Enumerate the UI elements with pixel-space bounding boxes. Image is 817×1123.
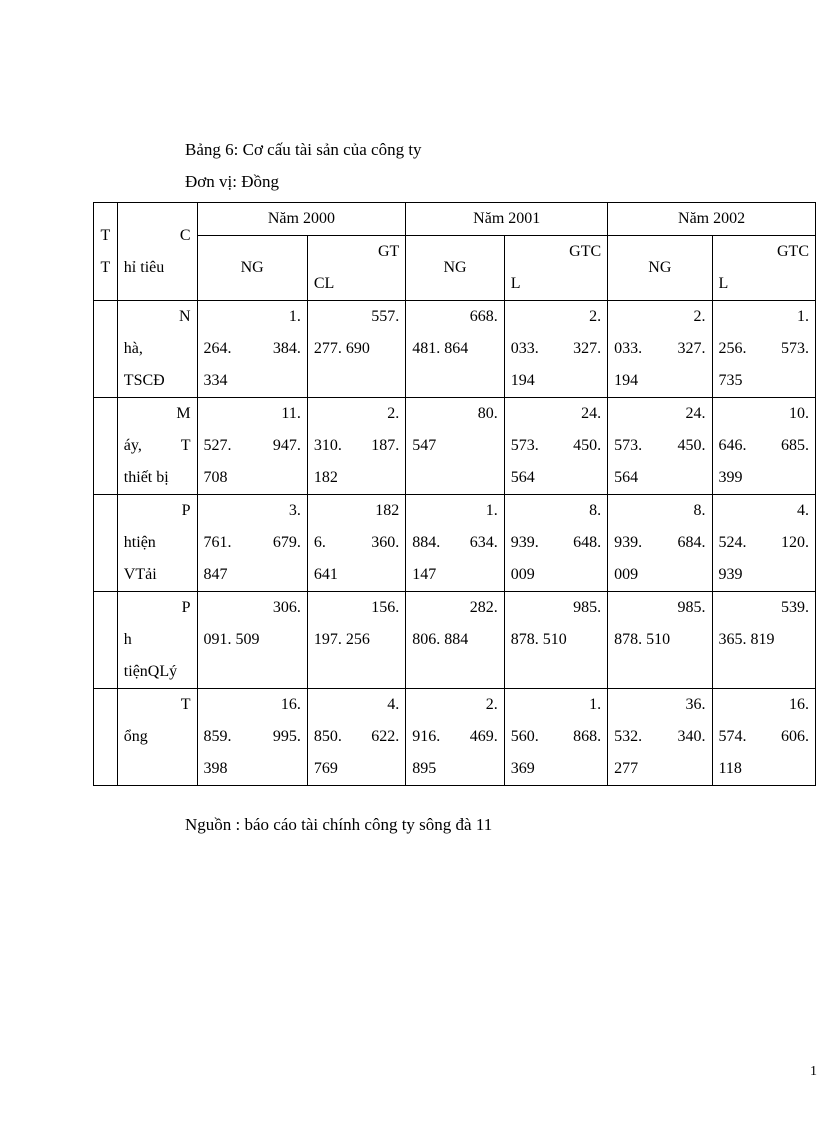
row-label: [117, 495, 197, 592]
cell-ng-2002: [608, 592, 712, 689]
cell-ng-2000: [197, 301, 307, 398]
row-label-line: TSCĐ: [123, 372, 165, 389]
header-2002-gtcl-line2: L: [718, 275, 729, 292]
cell-line: [719, 430, 809, 462]
cell-part: 360.: [371, 534, 400, 551]
cell-gtcl-2002: [712, 301, 815, 398]
cell-part: 859.: [203, 728, 232, 745]
cell-line: 306.: [272, 599, 301, 616]
cell-gtcl-2000: [307, 495, 405, 592]
cell-part: 450.: [573, 437, 602, 454]
header-row-years: [94, 203, 816, 236]
header-2002-gtcl: [712, 236, 815, 301]
cell-gtcl-2000: [307, 689, 405, 786]
row-label-line: hà,: [123, 340, 143, 357]
cell-line: 194: [614, 372, 639, 389]
table-caption: Bảng 6: Cơ cấu tài sản của công ty: [185, 140, 422, 159]
cell-ng-2002: [608, 495, 712, 592]
cell-gtcl-2001: [504, 398, 607, 495]
cell-gtcl-2000: [307, 398, 405, 495]
cell-gtcl-2001: [504, 495, 607, 592]
header-2002-gtcl-line1: GTC: [777, 243, 809, 260]
header-2000-gtcl: [307, 236, 405, 301]
cell-part: 340.: [677, 728, 706, 745]
cell-gtcl-2002: [712, 689, 815, 786]
cell-line: 334: [203, 372, 228, 389]
cell-line: 277: [614, 760, 639, 777]
cell-part: 761.: [203, 534, 232, 551]
header-2001-ng: NG: [406, 236, 504, 301]
cell-ng-2001: [406, 495, 504, 592]
row-label-part: áy,: [123, 437, 142, 454]
header-row-sub: [94, 236, 816, 301]
cell-line: 182: [375, 502, 400, 519]
cell-part: 033.: [614, 340, 643, 357]
cell-line: 939: [718, 566, 743, 583]
cell-line: [204, 721, 301, 753]
table-row: [94, 398, 816, 495]
cell-part: 527.: [203, 437, 232, 454]
cell-line: 8.: [693, 502, 706, 519]
cell-line: 2.: [387, 405, 400, 422]
header-2002-ng: NG: [608, 236, 712, 301]
row-label-line: T: [180, 696, 191, 713]
cell-line: 668.: [469, 308, 498, 325]
cell-line: [511, 721, 601, 753]
cell-line: [614, 721, 705, 753]
cell-gtcl-2002: [712, 592, 815, 689]
row-label-line: P: [181, 502, 191, 519]
cell-part: 264.: [203, 340, 232, 357]
row-label-part: T: [180, 437, 191, 454]
header-tt: [94, 203, 118, 301]
cell-part: 187.: [371, 437, 400, 454]
cell-line: 8.: [589, 502, 602, 519]
cell-line: 282.: [469, 599, 498, 616]
cell-part: 120.: [781, 534, 809, 551]
cell-part: 868.: [573, 728, 602, 745]
cell-part: 850.: [313, 728, 342, 745]
cell-gtcl-2002: [712, 495, 815, 592]
header-2001-gtcl-line2: L: [510, 275, 521, 292]
cell-line: 009: [614, 566, 639, 583]
cell-line: [614, 430, 705, 462]
row-tt: [94, 495, 118, 592]
cell-line: 277. 690: [313, 340, 370, 357]
cell-line: 091. 509: [203, 631, 260, 648]
cell-part: 995.: [272, 728, 301, 745]
cell-part: 574.: [718, 728, 747, 745]
row-label: [117, 301, 197, 398]
cell-line: 3.: [288, 502, 301, 519]
row-label-line: [124, 430, 191, 462]
table-row: [94, 592, 816, 689]
cell-line: 1.: [485, 502, 498, 519]
row-label-line: N: [178, 308, 191, 325]
cell-ng-2000: [197, 689, 307, 786]
header-2000-gtcl-line2: CL: [313, 275, 335, 292]
cell-part: 648.: [573, 534, 602, 551]
cell-line: [204, 527, 301, 559]
cell-line: 156.: [371, 599, 400, 616]
cell-part: 469.: [469, 728, 498, 745]
cell-line: 194: [510, 372, 535, 389]
cell-part: 310.: [313, 437, 342, 454]
cell-line: 735: [718, 372, 743, 389]
cell-ng-2002: [608, 689, 712, 786]
cell-part: 646.: [718, 437, 747, 454]
cell-part: 939.: [510, 534, 539, 551]
cell-gtcl-2002: [712, 398, 815, 495]
header-year-2001: Năm 2001: [406, 203, 608, 236]
cell-part: 684.: [677, 534, 706, 551]
row-label: [117, 398, 197, 495]
cell-ng-2001: [406, 398, 504, 495]
cell-line: 80.: [477, 405, 498, 422]
cell-line: [719, 721, 809, 753]
cell-line: 147: [412, 566, 437, 583]
header-tt-line1: T: [100, 226, 111, 244]
cell-part: 634.: [469, 534, 498, 551]
cell-ng-2002: [608, 398, 712, 495]
cell-part: 384.: [272, 340, 301, 357]
cell-part: 532.: [614, 728, 643, 745]
cell-line: 369: [510, 760, 535, 777]
cell-line: 11.: [281, 405, 301, 422]
cell-line: [412, 721, 497, 753]
cell-line: 847: [203, 566, 228, 583]
cell-part: 327.: [573, 340, 602, 357]
source-note: Nguồn : báo cáo tài chính công ty sông đà 11: [185, 815, 493, 834]
cell-line: 1.: [589, 696, 602, 713]
cell-line: 2.: [485, 696, 498, 713]
cell-line: 564: [510, 469, 535, 486]
cell-line: 2.: [589, 308, 602, 325]
cell-line: 399: [718, 469, 743, 486]
cell-ng-2001: [406, 592, 504, 689]
cell-line: 557.: [371, 308, 400, 325]
row-label: [117, 689, 197, 786]
cell-line: 365. 819: [718, 631, 775, 648]
cell-line: 895: [412, 760, 437, 777]
header-chitieu: [117, 203, 197, 301]
cell-part: 450.: [677, 437, 706, 454]
header-tt-line2: T: [100, 258, 111, 276]
row-label-line: M: [176, 405, 191, 422]
cell-line: 009: [510, 566, 535, 583]
cell-part: 685.: [781, 437, 809, 454]
row-tt: [94, 301, 118, 398]
cell-line: 878. 510: [614, 631, 671, 648]
cell-line: 16.: [789, 696, 809, 713]
cell-line: 985.: [573, 599, 602, 616]
cell-line: [614, 333, 705, 365]
cell-gtcl-2001: [504, 689, 607, 786]
cell-part: 524.: [718, 534, 747, 551]
row-label-line: htiện: [123, 534, 156, 551]
cell-line: 481. 864: [412, 340, 469, 357]
cell-part: 6.: [313, 534, 326, 551]
cell-line: 10.: [789, 405, 809, 422]
cell-line: [314, 527, 399, 559]
cell-part: 947.: [272, 437, 301, 454]
row-label-line: thiết bị: [123, 469, 169, 486]
cell-part: 939.: [614, 534, 643, 551]
cell-part: 622.: [371, 728, 400, 745]
header-2000-ng: NG: [197, 236, 307, 301]
cell-part: 573.: [510, 437, 539, 454]
cell-gtcl-2000: [307, 301, 405, 398]
cell-part: 327.: [677, 340, 706, 357]
row-tt: [94, 398, 118, 495]
cell-ng-2002: [608, 301, 712, 398]
row-tt: [94, 592, 118, 689]
cell-line: 641: [313, 566, 338, 583]
cell-line: [719, 333, 809, 365]
cell-line: 197. 256: [313, 631, 370, 648]
cell-line: 4.: [797, 502, 809, 519]
cell-line: [412, 527, 497, 559]
cell-line: [614, 527, 705, 559]
cell-line: 36.: [685, 696, 706, 713]
row-label-line: ổng: [123, 728, 148, 745]
cell-line: [719, 527, 809, 559]
header-2000-gtcl-line1: GT: [377, 243, 400, 260]
page-number: 1: [810, 1064, 817, 1079]
table-row: [94, 689, 816, 786]
cell-line: [204, 430, 301, 462]
header-year-2000: Năm 2000: [197, 203, 406, 236]
cell-line: 1.: [288, 308, 301, 325]
cell-line: 547: [412, 437, 437, 454]
cell-line: 564: [614, 469, 639, 486]
row-label-line: tiệnQLý: [123, 663, 178, 680]
table-row: [94, 301, 816, 398]
cell-part: 916.: [412, 728, 441, 745]
header-2001-gtcl: [504, 236, 607, 301]
cell-line: 4.: [387, 696, 400, 713]
cell-line: 118: [718, 760, 742, 777]
cell-line: 878. 510: [510, 631, 567, 648]
cell-gtcl-2001: [504, 301, 607, 398]
row-label: [117, 592, 197, 689]
cell-ng-2000: [197, 592, 307, 689]
row-label-line: h: [123, 631, 132, 648]
cell-line: [204, 333, 301, 365]
row-tt: [94, 689, 118, 786]
header-chitieu-line2: hỉ tiêu: [123, 258, 165, 276]
cell-line: 769: [313, 760, 338, 777]
cell-part: 256.: [718, 340, 747, 357]
header-year-2002: Năm 2002: [608, 203, 816, 236]
cell-ng-2000: [197, 398, 307, 495]
cell-ng-2001: [406, 689, 504, 786]
table-unit: Đơn vị: Đồng: [185, 172, 279, 191]
row-label-line: P: [181, 599, 191, 616]
cell-line: 398: [203, 760, 228, 777]
cell-line: 1.: [797, 308, 809, 325]
cell-line: [314, 430, 399, 462]
cell-line: 182: [313, 469, 338, 486]
cell-line: [314, 721, 399, 753]
cell-ng-2000: [197, 495, 307, 592]
table-row: [94, 495, 816, 592]
cell-ng-2001: [406, 301, 504, 398]
cell-line: [511, 333, 601, 365]
cell-part: 884.: [412, 534, 441, 551]
cell-line: 708: [203, 469, 228, 486]
cell-line: 806. 884: [412, 631, 469, 648]
cell-line: 2.: [693, 308, 706, 325]
cell-line: [511, 527, 601, 559]
asset-structure-table: [93, 202, 816, 786]
cell-gtcl-2000: [307, 592, 405, 689]
row-label-line: VTải: [123, 566, 157, 583]
cell-part: 679.: [272, 534, 301, 551]
cell-part: 033.: [510, 340, 539, 357]
cell-line: 24.: [685, 405, 706, 422]
cell-line: 24.: [581, 405, 602, 422]
cell-line: [511, 430, 601, 462]
cell-part: 606.: [781, 728, 809, 745]
cell-part: 573.: [614, 437, 643, 454]
header-2001-gtcl-line1: GTC: [569, 243, 602, 260]
cell-line: 539.: [781, 599, 809, 616]
cell-part: 560.: [510, 728, 539, 745]
header-chitieu-line1: C: [179, 226, 191, 244]
cell-gtcl-2001: [504, 592, 607, 689]
cell-line: 985.: [677, 599, 706, 616]
cell-part: 573.: [781, 340, 809, 357]
cell-line: 16.: [280, 696, 301, 713]
